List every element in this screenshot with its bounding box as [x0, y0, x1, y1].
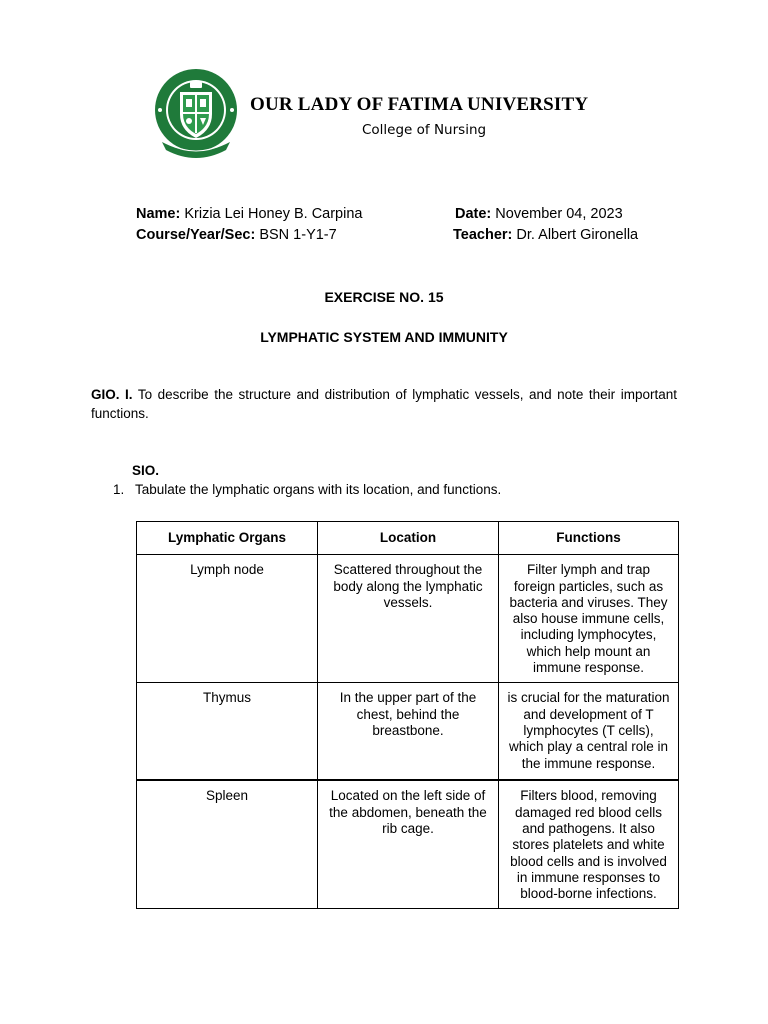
teacher-value: Dr. Albert Gironella [516, 227, 639, 243]
table-row [137, 683, 679, 781]
sio-label: SIO. [132, 463, 160, 478]
table-row [137, 555, 679, 683]
lymphatic-organs-table [136, 521, 679, 909]
organ-cell: Lymph node [137, 555, 318, 683]
organ-cell: Spleen [137, 780, 318, 909]
gio-text: To describe the structure and distribution of lymphatic vessels, and note their important functions. [91, 387, 677, 421]
teacher-label: Teacher: [453, 227, 513, 243]
gio-paragraph [91, 386, 677, 423]
student-name-field [136, 206, 362, 222]
course-field [136, 227, 337, 243]
exercise-title: LYMPHATIC SYSTEM AND IMMUNITY [260, 329, 508, 345]
name-label: Name: [136, 206, 181, 222]
college-name: College of Nursing [362, 122, 487, 138]
location-cell: In the upper part of the chest, behind the breastbone. [318, 683, 499, 781]
course-label: Course/Year/Sec: [136, 227, 256, 243]
column-header-location: Location [318, 522, 499, 555]
functions-cell: Filters blood, removing damaged red blood cells and pathogens. It also stores platelets and white blood cells and is involved in immune responses to blood-borne infections. [499, 780, 679, 909]
date-value: November 04, 2023 [495, 206, 623, 222]
table-header-row [137, 522, 679, 555]
teacher-field [453, 227, 638, 243]
column-header-functions: Functions [499, 522, 679, 555]
student-name: Krizia Lei Honey B. Carpina [184, 206, 363, 222]
exercise-number: EXERCISE NO. 15 [324, 289, 444, 305]
table-row [137, 780, 679, 909]
university-seal-logo [152, 68, 240, 160]
date-field [455, 206, 623, 222]
date-label: Date: [455, 206, 492, 222]
functions-cell: is crucial for the maturation and development of T lymphocytes (T cells), which play a central role in the immune response. [499, 683, 679, 781]
organ-cell: Thymus [137, 683, 318, 781]
university-name: OUR LADY OF FATIMA UNIVERSITY [250, 94, 589, 115]
gio-label: GIO. I. [91, 387, 133, 402]
sio-item-text: Tabulate the lymphatic organs with its location, and functions. [135, 482, 502, 497]
functions-cell: Filter lymph and trap foreign particles, such as bacteria and viruses. They also house immune cells, including lymphocytes, which help mount an immune response. [499, 555, 679, 683]
sio-list-item [113, 482, 501, 497]
location-cell: Located on the left side of the abdomen, beneath the rib cage. [318, 780, 499, 909]
location-cell: Scattered throughout the body along the lymphatic vessels. [318, 555, 499, 683]
course-value: BSN 1-Y1-7 [259, 227, 337, 243]
column-header-organs: Lymphatic Organs [137, 522, 318, 555]
sio-item-number: 1. [113, 482, 125, 497]
